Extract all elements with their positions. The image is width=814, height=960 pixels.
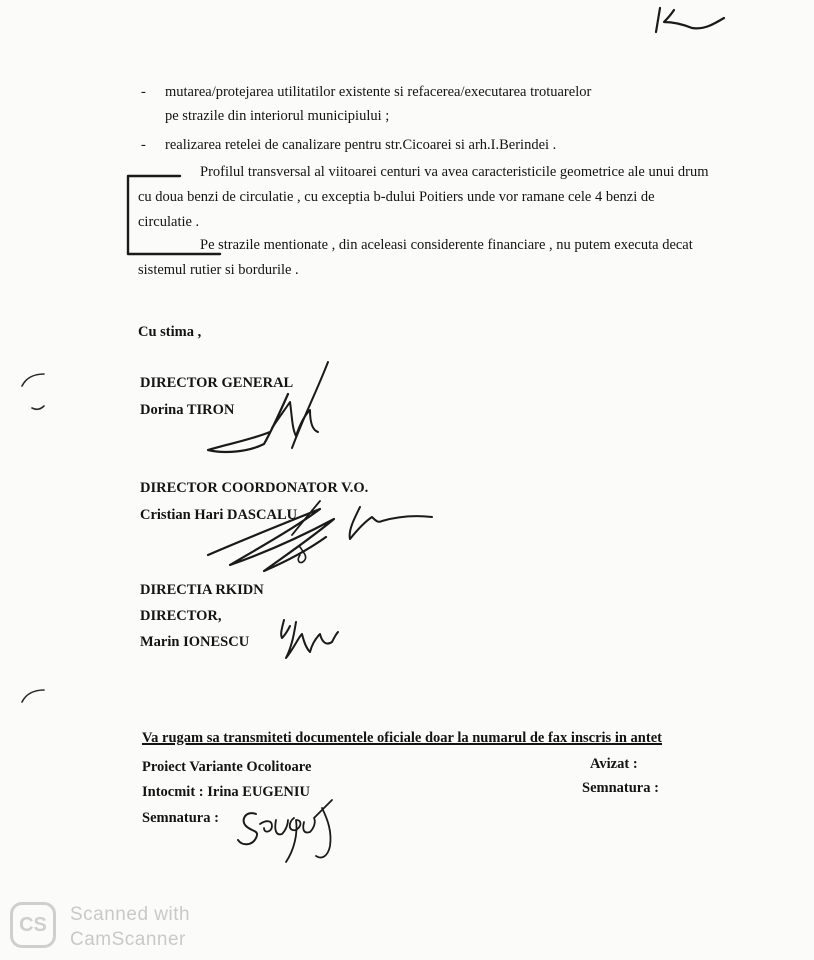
- signatory-title: DIRECTOR COORDONATOR V.O.: [140, 480, 369, 496]
- bullet-marker: -: [141, 137, 146, 153]
- project-name: Proiect Variante Ocolitoare: [142, 759, 312, 775]
- handwritten-signature: [200, 495, 440, 580]
- paragraph-line: Profilul transversal al viitoarei centuri va avea caracteristicile geometrice ale unui drum: [200, 164, 709, 180]
- signatory-name: Cristian Hari DASCALU: [140, 507, 298, 523]
- bullet-text: realizarea retelei de canalizare pentru str.Cicoarei si arh.I.Berindei .: [165, 137, 557, 153]
- page-number-handwritten: [652, 4, 732, 36]
- paragraph: [138, 233, 778, 283]
- approved-label: Avizat :: [590, 756, 638, 772]
- closing: Cu stima ,: [138, 324, 202, 340]
- punch-hole-mark: [18, 372, 48, 388]
- paragraph: [138, 160, 778, 235]
- punch-hole-mark: [18, 688, 48, 704]
- signatory-name: Marin IONESCU: [140, 634, 250, 650]
- signatory-title: DIRECTOR GENERAL: [140, 375, 294, 391]
- bullet-text: mutarea/protejarea utilitatilor existente si refacerea/executarea trotuarelor: [165, 84, 592, 100]
- signature-label: Semnatura :: [582, 780, 659, 796]
- watermark-line: CamScanner: [70, 929, 186, 950]
- signatory-name: Dorina TIRON: [140, 402, 235, 418]
- punch-hole-mark: [28, 400, 48, 412]
- bullet-marker: -: [141, 84, 146, 100]
- paragraph-line: Pe strazile mentionate , din aceleasi considerente financiare , nu putem executa decat: [200, 237, 693, 253]
- bullet-text-continued: pe strazile din interiorul municipiului ;: [165, 108, 390, 124]
- camscanner-logo-text: CS: [19, 913, 47, 936]
- paragraph-line: circulatie .: [138, 214, 200, 230]
- fax-notice: Va rugam sa transmiteti documentele oficiale doar la numarul de fax inscris in antet: [142, 730, 662, 746]
- handwritten-signature: [276, 614, 346, 662]
- watermark-line: Scanned with: [70, 904, 191, 925]
- handwritten-signature: [232, 790, 342, 880]
- signatory-title: DIRECTIA RKIDN: [140, 582, 264, 598]
- handwritten-signature: [200, 358, 340, 458]
- paragraph-line: cu doua benzi de circulatie , cu exceptia b-dului Poitiers unde vor ramane cele 4 benzi de: [138, 189, 655, 205]
- signatory-title: DIRECTOR,: [140, 608, 222, 624]
- prepared-by: Intocmit : Irina EUGENIU: [142, 784, 310, 800]
- signature-label: Semnatura :: [142, 810, 219, 826]
- camscanner-logo: [10, 902, 56, 948]
- paragraph-line: sistemul rutier si bordurile .: [138, 262, 299, 278]
